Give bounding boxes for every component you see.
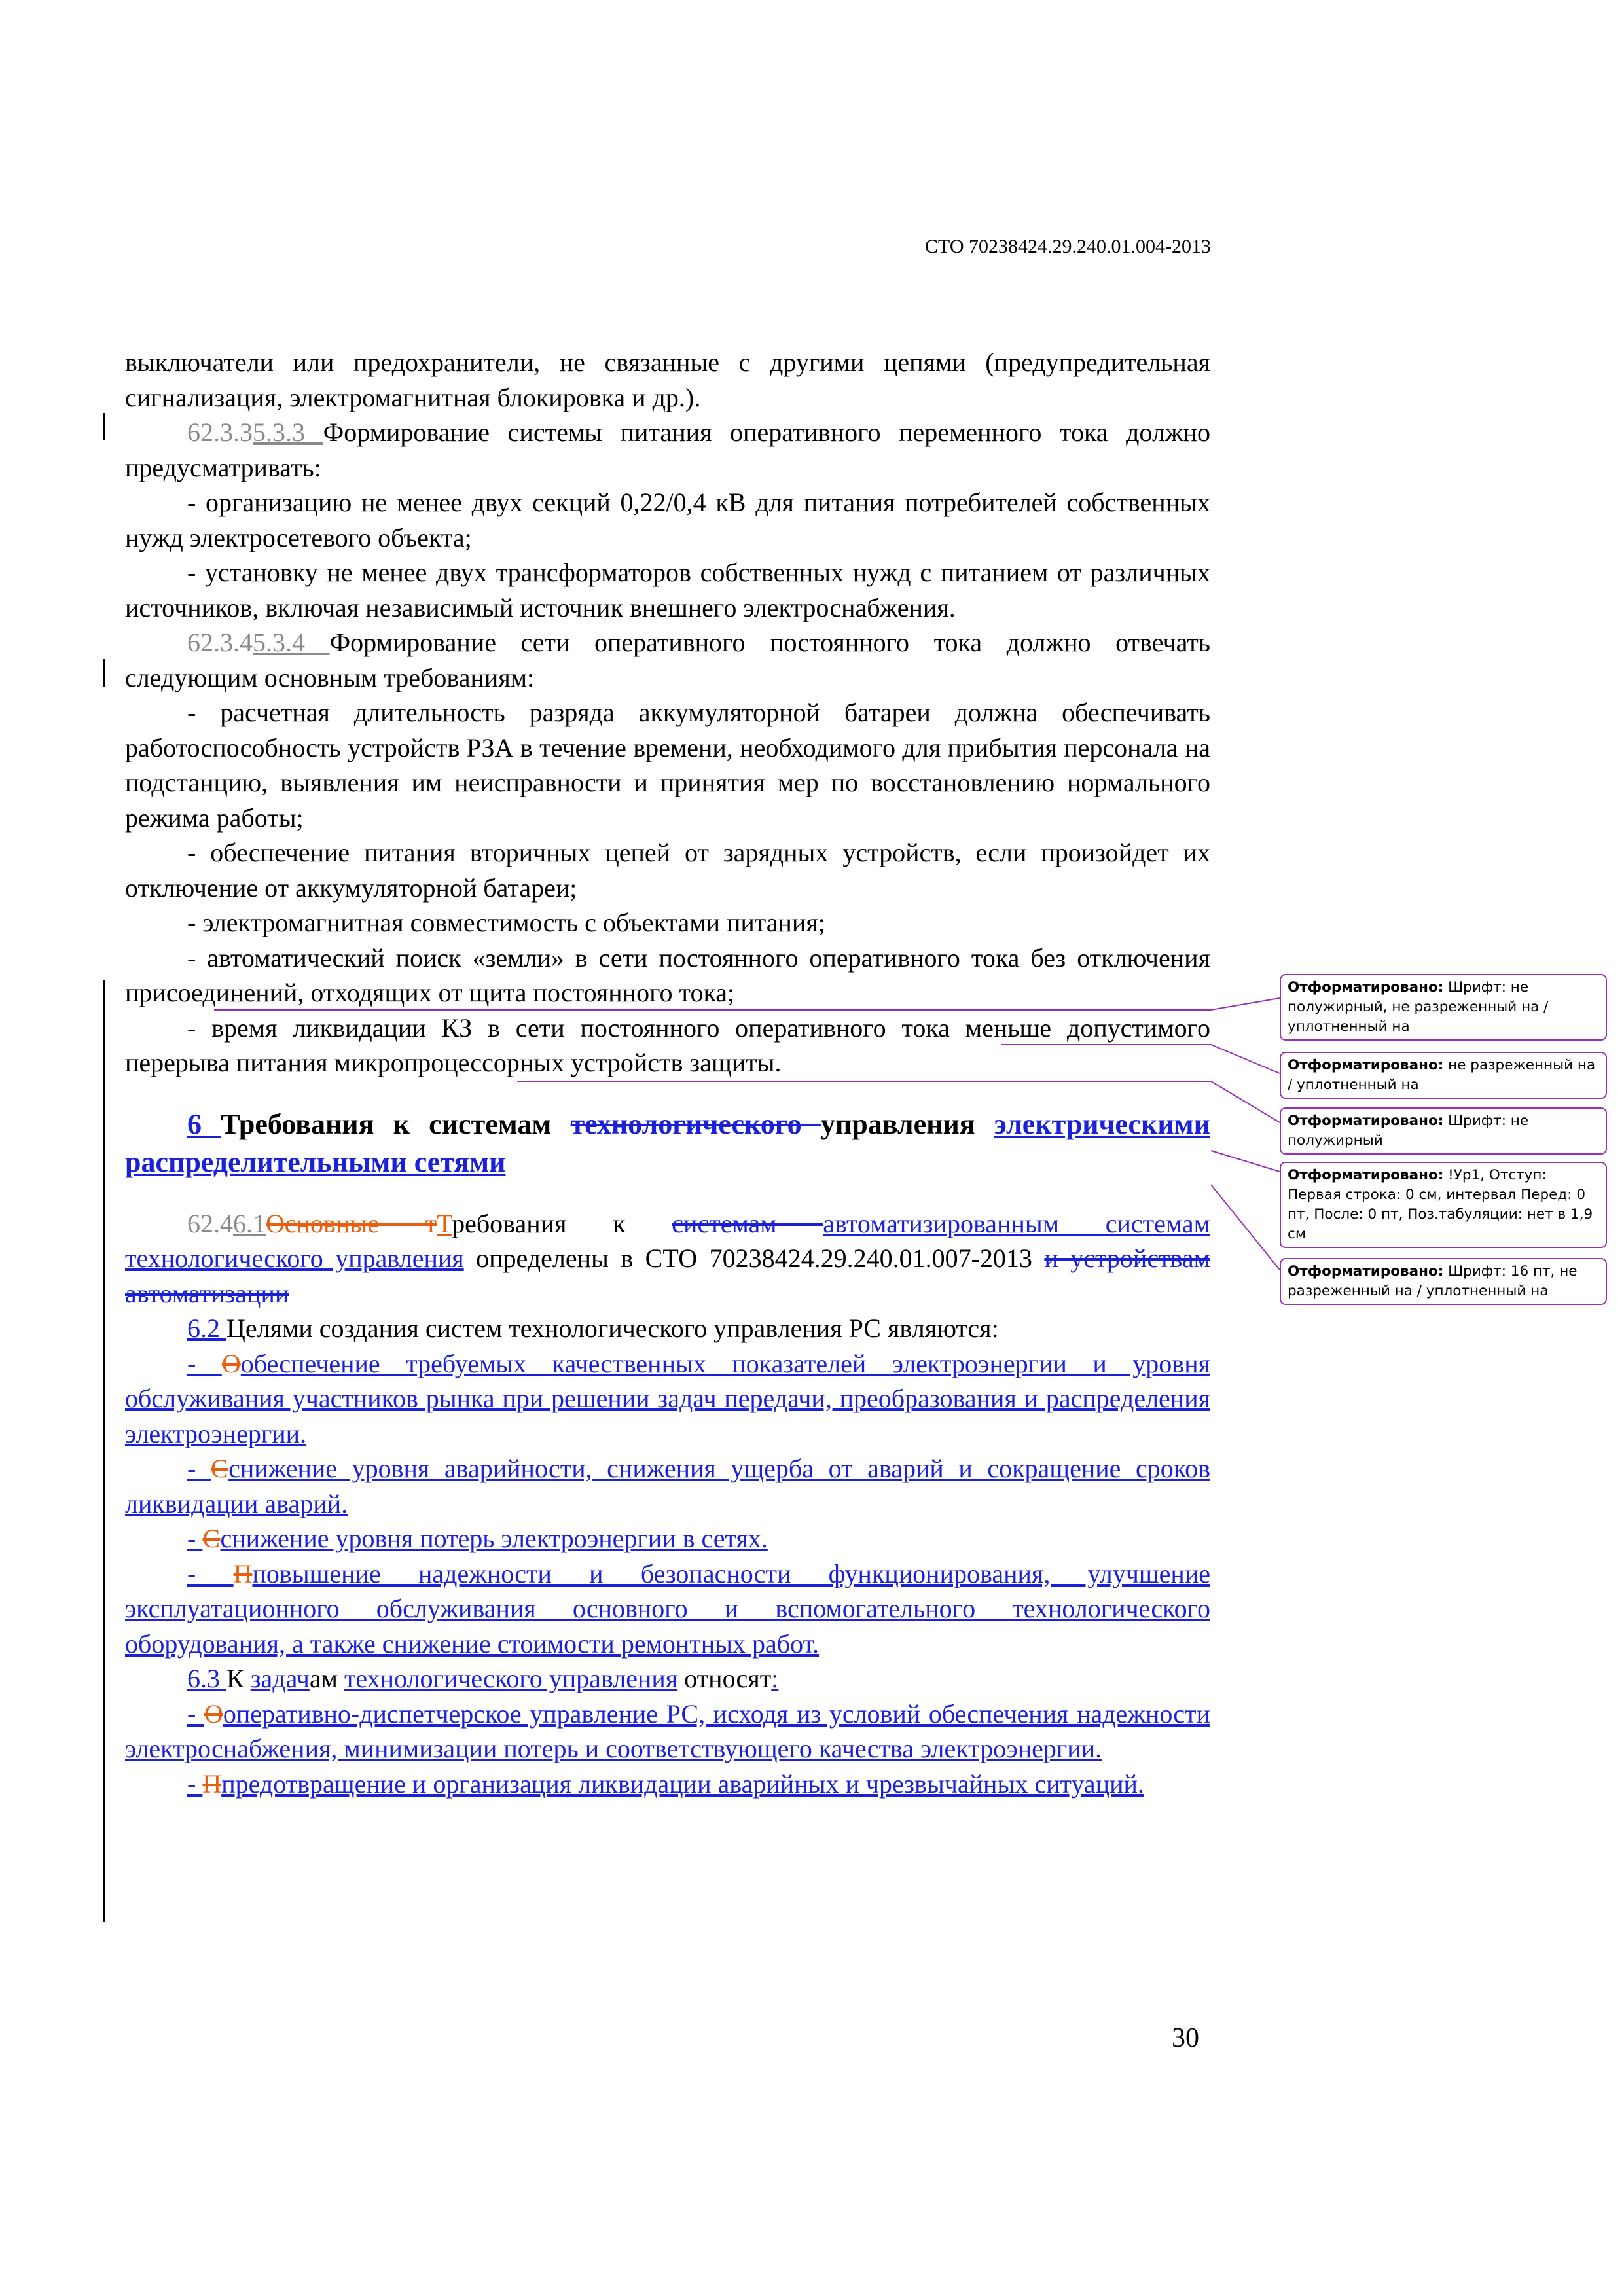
text-segment: 6.3 — [187, 1664, 226, 1693]
paragraph — [125, 695, 1210, 835]
text-segment: - установку не менее двух трансформаторов собственных нужд с питанием от различных источников, включая независимый источник внешнего электроснабжения. — [125, 558, 1210, 622]
text-segment: снижение уровня аварийности, снижения ущерба от аварий и сокращение сроков ликвидации аварий. — [125, 1454, 1210, 1518]
text-segment: 62.3.3 — [187, 418, 253, 447]
comment-label: Отформатировано: — [1288, 979, 1444, 996]
text-segment: технологического управления — [344, 1664, 678, 1693]
paragraph — [125, 415, 1210, 485]
text-segment: Формирование системы питания оперативного переменного тока должно предусматривать: — [125, 418, 1210, 482]
text-segment: выключатели или предохранители, не связанные с другими цепями (предупредительная сигнализация, электромагнитная блокировка и др.). — [125, 348, 1210, 412]
text-segment: автоматизированным системам технологического управления — [125, 1208, 1210, 1273]
text-segment: электрическими распределительными сетями — [125, 1107, 1210, 1178]
text-segment: 6.1 — [233, 1208, 266, 1238]
paragraph — [125, 555, 1210, 625]
text-segment: 6.2 — [187, 1314, 226, 1343]
text-segment: управления — [820, 1107, 994, 1140]
text-segment: - — [187, 1768, 203, 1799]
text-segment: ребования к — [452, 1208, 672, 1238]
paragraph — [125, 1521, 1210, 1556]
comment-label: Отформатировано: — [1288, 1167, 1444, 1183]
text-segment: относят — [677, 1664, 772, 1693]
text-segment: К — [226, 1664, 251, 1693]
text-segment: О — [204, 1698, 223, 1729]
text-segment: снижение уровня потерь электроэнергии в сетях. — [220, 1524, 768, 1553]
comment-text: Шрифт: 16 пт, не разреженный на / уплотненный на — [1288, 1263, 1578, 1299]
section-heading — [125, 1105, 1210, 1181]
text-segment: ам — [309, 1664, 344, 1693]
paragraph — [125, 941, 1210, 1011]
text-segment: 5.3.3 — [253, 418, 323, 447]
comment-label: Отформатировано: — [1288, 1057, 1444, 1073]
comment-text: Шрифт: не полужирный, не разреженный на / уплотненный на — [1288, 979, 1549, 1035]
text-segment: предотвращение и организация ликвидации аварийных и чрезвычайных ситуаций. — [221, 1768, 1144, 1799]
paragraph — [125, 835, 1210, 905]
text-segment: - обеспечение питания вторичных цепей от зарядных устройств, если произойдет их отключение от аккумуляторной батареи; — [125, 838, 1210, 903]
text-segment: - — [187, 1698, 204, 1729]
paragraph — [125, 1661, 1210, 1696]
text-segment: : — [771, 1664, 779, 1693]
comment-text: !Ур1, Отступ: Первая строка: 0 см, интервал Перед: 0 пт, После: 0 пт, Поз.табуляции: нет в 1,9 см — [1288, 1167, 1593, 1242]
paragraph-block-2 — [125, 1206, 1210, 1802]
paragraph — [125, 1451, 1210, 1521]
comment-balloon[interactable] — [1280, 1258, 1607, 1305]
text-segment: О — [221, 1348, 241, 1378]
comment-balloon[interactable] — [1280, 1107, 1607, 1155]
text-segment: повышение надежности и безопасности функционирования, улучшение эксплуатационного обслуживания основного и вспомогательного технологического оборудования, а также снижение стоимости ремонтных работ. — [125, 1558, 1210, 1659]
change-bar — [103, 980, 105, 1922]
comment-balloon[interactable] — [1280, 1162, 1607, 1248]
paragraph — [125, 905, 1210, 941]
text-segment: П — [202, 1768, 222, 1799]
text-segment: - время ликвидации КЗ в сети постоянного оперативного тока меньше допустимого перерыва питания микропроцессорных устройств защиты. — [125, 1013, 1210, 1077]
paragraph — [125, 1696, 1210, 1767]
paragraph-block-1 — [125, 345, 1210, 1081]
text-segment: - — [187, 1348, 222, 1378]
text-segment: П — [233, 1558, 253, 1588]
text-segment: С — [202, 1524, 221, 1553]
text-segment: С — [210, 1454, 229, 1483]
text-segment: задач — [250, 1664, 310, 1693]
text-segment: определены в СТО 70238424.29.240.01.007-2013 — [463, 1244, 1045, 1273]
text-segment: Требования к системам — [221, 1107, 571, 1140]
text-segment: - — [187, 1454, 211, 1483]
comment-label: Отформатировано: — [1288, 1263, 1444, 1280]
comment-balloon[interactable] — [1280, 974, 1607, 1041]
text-segment: - автоматический поиск «земли» в сети постоянного оперативного тока без отключения присоединений, отходящих от щита постоянного тока; — [125, 942, 1210, 1007]
paragraph — [125, 1011, 1210, 1081]
document-code-header: СТО 70238424.29.240.01.004-2013 — [924, 236, 1211, 257]
text-segment: 62.4 — [187, 1208, 233, 1238]
comment-text: не разреженный на / уплотненный на — [1288, 1057, 1596, 1093]
paragraph — [125, 1311, 1210, 1346]
comment-connector-5 — [1211, 1185, 1280, 1270]
paragraph — [125, 1767, 1210, 1802]
paragraph — [125, 1206, 1210, 1312]
paragraph — [125, 345, 1210, 415]
comment-balloon[interactable] — [1280, 1052, 1607, 1099]
comment-text: Шрифт: не полужирный — [1288, 1113, 1529, 1149]
text-segment: Т — [437, 1208, 452, 1238]
page-number: 30 — [1172, 2023, 1199, 2053]
text-segment: Формирование сети оперативного постоянного тока должно отвечать следующим основным требованиям: — [125, 628, 1211, 692]
text-segment: - — [187, 1558, 234, 1588]
text-segment: обеспечение требуемых качественных показателей электроэнергии и уровня обслуживания участников рынка при решении задач передачи, преобразования и распределения электроэнергии. — [125, 1348, 1210, 1448]
text-segment: 5.3.4 — [253, 628, 330, 657]
text-segment: оперативно-диспетчерское управление РС, исходя из условий обеспечения надежности электроснабжения, минимизации потерь и соответствующего качества электроэнергии. — [125, 1698, 1210, 1763]
text-segment: - электромагнитная совместимость с объектами питания; — [187, 908, 825, 937]
text-segment: Целями создания систем технологического управления РС являются: — [226, 1314, 999, 1343]
paragraph — [125, 1346, 1210, 1452]
text-segment: Основные т — [266, 1208, 437, 1238]
text-segment: - расчетная длительность разряда аккумуляторной батареи должна обеспечивать работоспособность устройств РЗА в течение времени, необходимого для прибытия персонала на подстанцию, выявления им неисправности и принятия мер по восстановлению нормального режима работы; — [125, 698, 1210, 833]
paragraph — [125, 625, 1210, 695]
document-body — [125, 345, 1210, 1801]
change-bar — [103, 413, 105, 440]
text-segment: 6 — [187, 1107, 221, 1140]
text-segment: - организацию не менее двух секций 0,22/0,4 кВ для питания потребителей собственных нужд электросетевого объекта; — [125, 488, 1210, 552]
paragraph — [125, 1556, 1210, 1662]
change-bar — [103, 659, 105, 687]
text-segment: технологического — [570, 1107, 821, 1140]
comment-label: Отформатировано: — [1288, 1113, 1444, 1129]
paragraph — [125, 485, 1210, 555]
text-segment: 62.3.4 — [187, 628, 253, 657]
text-segment: системам — [672, 1208, 823, 1238]
comment-connector-4 — [1211, 1151, 1280, 1172]
text-segment: и устройствам автоматизации — [125, 1244, 1210, 1308]
text-segment: - — [187, 1524, 203, 1553]
